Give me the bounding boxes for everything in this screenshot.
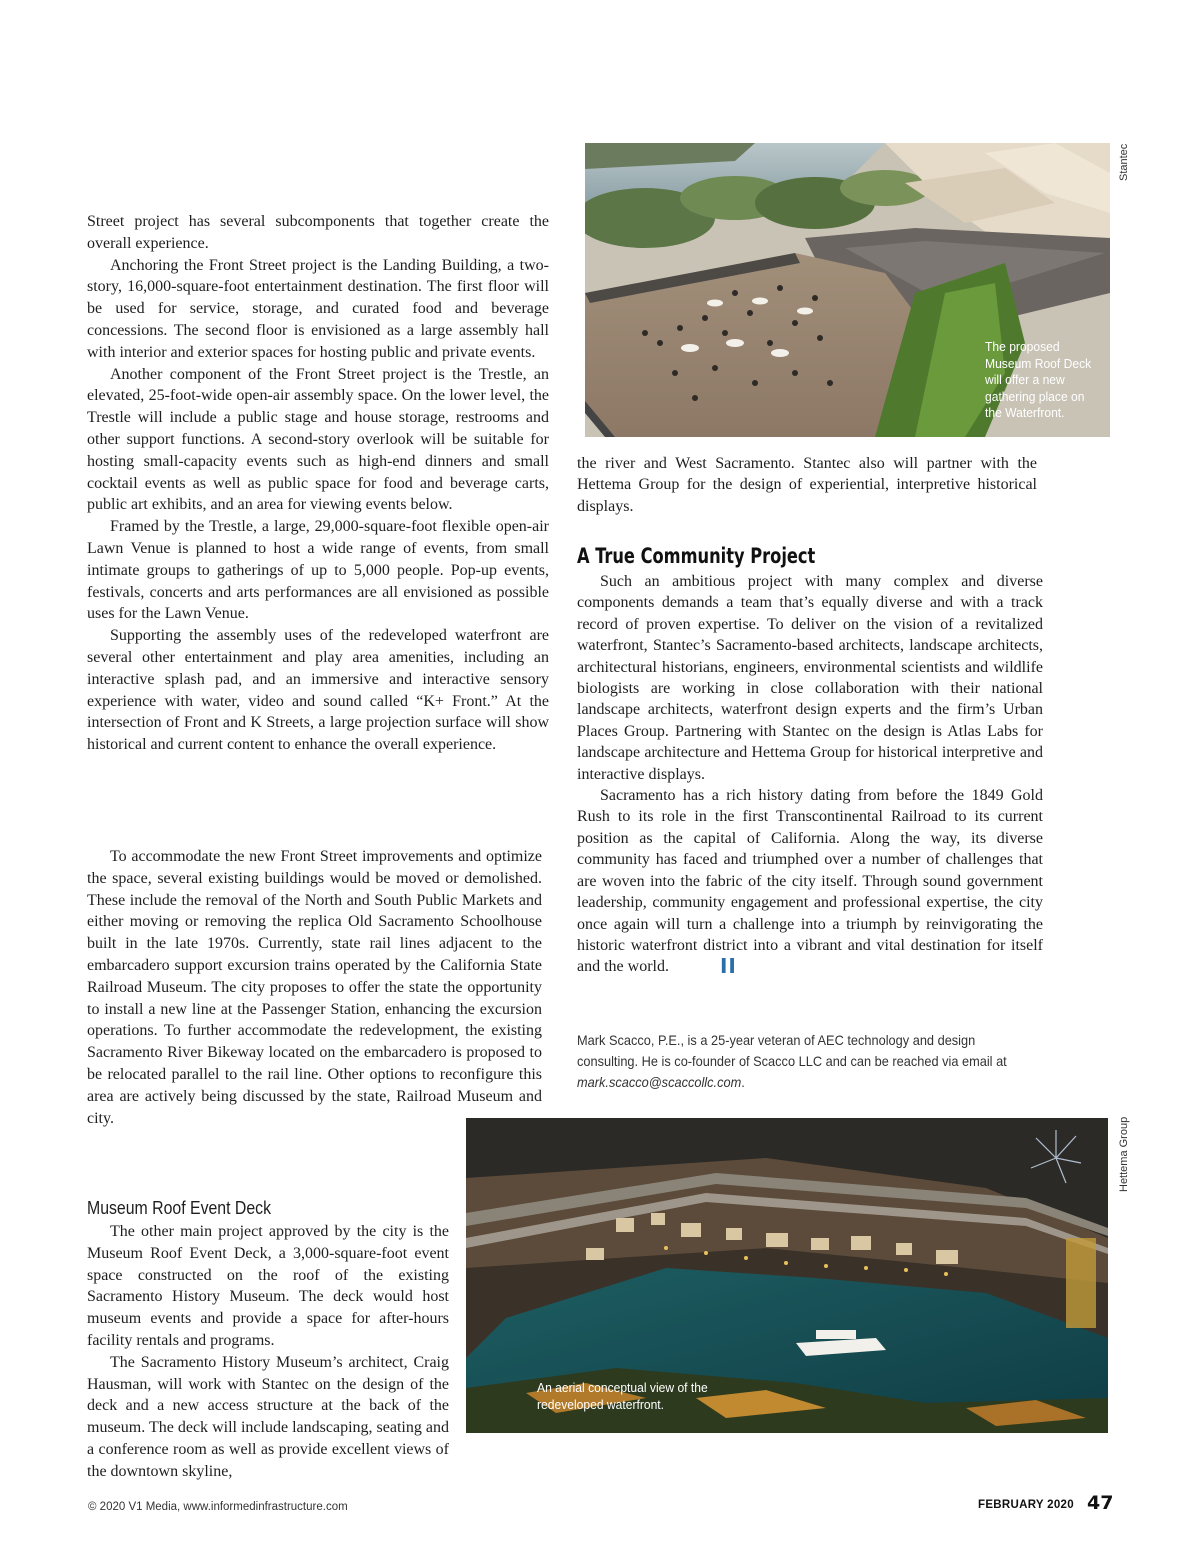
aerial-caption: An aerial conceptual view of the redeveloped waterfront. <box>537 1380 708 1412</box>
page-number: 47 <box>1087 1492 1114 1514</box>
author-bio-text: Mark Scacco, P.E., is a 25-year veteran of AEC technology and design consulting. He is co-founder of Scacco LLC and can be reached via email at <box>577 1033 1007 1069</box>
aerial-photo-credit: Hettema Group <box>1118 1116 1130 1192</box>
footer-copyright: © 2020 V1 Media, www.informedinfrastructure.com <box>88 1501 348 1513</box>
author-bio-end: . <box>741 1075 745 1090</box>
author-email-link[interactable]: mark.scacco@scaccollc.com <box>577 1075 742 1090</box>
aerial-waterfront-photo <box>466 1118 1108 1433</box>
paragraph: Anchoring the Front Street project is the Landing Building, a two-story, 16,000-square-foot entertainment destination. The first floor will be used for service, storage, and curated food and beverage concessions. The second floor is envisioned as a large assembly hall with interior and exterior spaces for hosting public and private events. <box>87 256 549 361</box>
closing-paragraph-text: Sacramento has a rich history dating from before the 1849 Gold Rush to its role in the first Transcontinental Railroad to its current position as the capital of California. Along the way, its diverse community has faced and triumphed over a number of challenges that are woven into the fabric of the city itself. Through sound government leadership, community engagement and professional expertise, the city once again will turn a challenge into a triumph by reinvigorating the historic waterfront district into a vibrant and vital destination for itself and the world. <box>577 787 1043 976</box>
paragraph <box>577 785 1043 978</box>
author-bio <box>577 1030 1019 1093</box>
right-column-body <box>577 571 1043 978</box>
left-column-narrow <box>87 1178 449 1483</box>
roof-deck-caption: The proposed Museum Roof Deck will offer a new gathering place on the Waterfront. <box>985 339 1092 420</box>
paragraph: Street project has several subcomponents that together create the overall experience. <box>87 213 549 252</box>
paragraph: Framed by the Trestle, a large, 29,000-square-foot flexible open-air Lawn Venue is planned to host a wide range of events, from small intimate groups to gatherings of up to 5,000 people. Pop-up events, festivals, concerts and arts performances are all envisioned as possible uses for the Lawn Venue. <box>87 518 549 623</box>
paragraph: Another component of the Front Street project is the Trestle, an elevated, 25-foot-wide open-air assembly space. On the lower level, the Trestle will include a public stage and house storage, restrooms and other support functions. A second-story overlook will be suitable for hosting small-capacity events such as high-end dinners and small cocktail events as well as public space for food and beverage carts, public art exhibits, and an area for viewing events below. <box>87 365 549 514</box>
museum-roof-subheading: Museum Roof Event Deck <box>87 1198 272 1218</box>
end-of-article-mark: II <box>719 954 737 979</box>
roof-deck-photo-credit: Stantec <box>1118 143 1130 181</box>
left-column <box>87 211 549 756</box>
paragraph: Supporting the assembly uses of the redeveloped waterfront are several other entertainment and play area amenities, including an interactive splash pad, and an immersive and interactive sensory experience with water, video and sound called “K+ Front.” At the intersection of Front and K Streets, a large projection surface will show historical and current content to enhance the overall experience. <box>87 627 549 754</box>
paragraph: The Sacramento History Museum’s architect, Craig Hausman, will work with Stantec on the design of the deck and a new access structure at the back of the museum. The deck will include landscaping, seating and a conference room as well as provide excellent views of the downtown skyline, <box>87 1353 449 1480</box>
footer-issue-date: FEBRUARY 2020 <box>978 1499 1074 1511</box>
paragraph: To accommodate the new Front Street improvements and optimize the space, several existing buildings would be moved or demolished. These include the removal of the North and South Public Markets and either moving or removing the replica Old Sacramento Schoolhouse built in the late 1970s. Currently, state rail lines adjacent to the embarcadero support excursion trains operated by the California State Railroad Museum. The city proposes to offer the state the opportunity to install a new line at the Passenger Station, enhancing the excursion operations. To further accommodate the redevelopment, the existing Sacramento River Bikeway located on the embarcadero is proposed to be relocated parallel to the rail line. Other options to reconfigure this area are actively being discussed by the state, Railroad Museum and city. <box>87 848 542 1127</box>
roof-deck-photo <box>585 143 1110 437</box>
left-column-lower <box>87 846 542 1129</box>
paragraph: the river and West Sacramento. Stantec also will partner with the Hettema Group for the design of experiential, interpretive historical displays. <box>577 455 1037 515</box>
right-column-top <box>577 453 1037 517</box>
paragraph: The other main project approved by the city is the Museum Roof Event Deck, a 3,000-square-foot event space constructed on the roof of the existing Sacramento History Museum. The deck would host museum events and provide a space for after-hours facility rentals and programs. <box>87 1223 449 1349</box>
paragraph: Such an ambitious project with many complex and diverse components demands a team that’s equally diverse and with a track record of proven expertise. To deliver on the vision of a revitalized waterfront, Stantec’s Sacramento-based architects, landscape architects, architectural historians, engineers, environmental scientists and wildlife biologists are working in close collaboration with their national landscape architects, waterfront design experts and the firm’s Urban Places Group. Partnering with Stantec on the design is Atlas Labs for landscape architecture and Hettema Group for historical interpretive and interactive displays. <box>577 573 1043 783</box>
community-project-heading: A True Community Project <box>577 544 816 568</box>
